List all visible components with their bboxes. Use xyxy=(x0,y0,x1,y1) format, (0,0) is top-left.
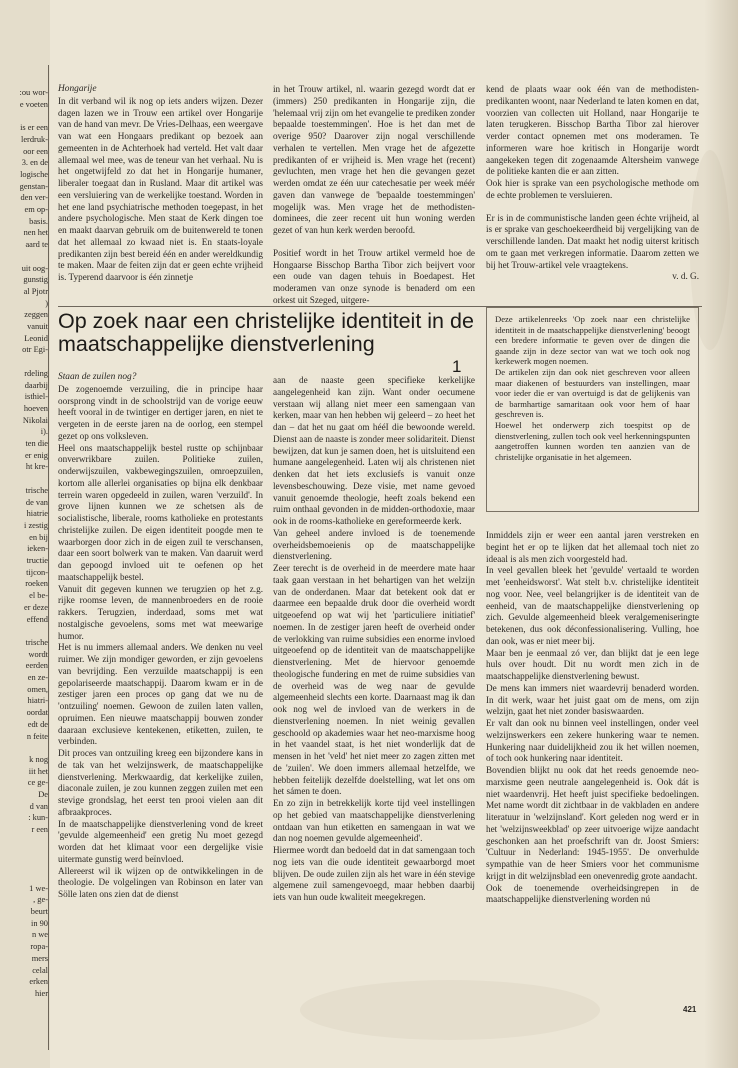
spine-text-fragment: is er een xyxy=(20,123,48,133)
box-paragraph: Deze artikelenreeks 'Op zoek naar een christelijke identiteit in de maatschappelijke dienstverlening' beoogt een bredere informatie te geven over de dingen die gaande zijn in deze sector van wat we toch ook nog kerkewerk mogen noemen. xyxy=(495,314,690,367)
spine-text-fragment: gunstig xyxy=(23,275,48,285)
spine-text-fragment: ) xyxy=(45,298,48,308)
main-article-col-3 xyxy=(486,530,699,906)
spine-text-fragment: hiatrie xyxy=(26,509,48,519)
paragraph: Van geheel andere invloed is de toenemende overheidsbemoeienis op de maatschappelijke dienstverlening. xyxy=(273,527,475,562)
spine-text-fragment: oor een xyxy=(23,146,48,156)
paragraph: kend de plaats waar ook één van de methodisten-predikanten woont, naar Nederland te laten komen en dat, voorzien van collecten uit Holland, naar Hongarije te laten terugkeren. Bisschop Bartha Tibor zal hierover verder contact opnemen met ons moderamen. Te informeren ware hoe kritisch in Hongarije wordt aangekeken tegen dit zogenaamde Altersheim vanwege de politieke kanten die er aan zitten. xyxy=(486,84,699,177)
paragraph: In de maatschappelijke dienstverlening vond de kreet 'gevulde algemeenheid' een gretig Nu moet gezegd worden dat het klimaat voor een dergelijke visie uitermate gunstig werd beïnvloed. xyxy=(58,818,263,864)
main-article-col-2 xyxy=(273,375,475,904)
spine-text-fragment: edt de xyxy=(27,719,48,729)
paragraph: En zo zijn in betrekkelijk korte tijd veel instellingen op het gebied van maatschappelijke dienstverlening ontdaan van hun etiketten en samengaan in wat we dan nog noemen gevulde algemeenheid'. xyxy=(273,798,475,844)
spine-text-fragment: tructie xyxy=(26,556,48,565)
previous-page-edge xyxy=(0,0,50,1068)
spine-text-fragment: ten die xyxy=(25,439,48,448)
paragraph: Ook de toenemende overheidsingrepen in de maatschappelijke dienstverlening worden nú xyxy=(486,882,699,905)
spine-text-fragment: er enig xyxy=(24,450,48,460)
spine-text-fragment: mers xyxy=(31,953,48,963)
spine-divider xyxy=(48,65,49,1050)
spine-text-fragment: hoeven xyxy=(23,403,48,413)
spine-text-fragment: oordat xyxy=(26,708,48,718)
paragraph: Allereerst wil ik wijzen op de ontwikkelingen in de theologie. De volgelingen van Robinson en later van Sölle laten ons zien dat de dienst xyxy=(58,865,263,899)
paragraph: Inmiddels zijn er weer een aantal jaren verstreken en begint het er op te lijken dat het allemaal toch niet zo ideaal is als men zich voorgesteld had. xyxy=(486,530,699,564)
paragraph: In veel gevallen bleek het 'gevulde' vertaald te worden met 'eenheidsworst'. Wat stelt b.v. christelijke identiteit nog voor. Nee, veel belangrijker is de identiteit van de eenheid, van de maatschappelijke dienstverlening op zich. Gevulde algemeenheid bleek veralgemeniseringte betekenen, dus ook déconfessionalisering. Vulling, hoe dan ook, was er niet meer bij. xyxy=(486,565,699,646)
spine-text-fragment: en ze- xyxy=(27,673,48,682)
paragraph: Bovendien blijkt nu ook dat het reeds genoemde neo-marxisme geen neutrale aangelegenheid is. Ook dát is niet waardenvrij. Het heeft juist specifieke bedoelingen. Met name wordt dit zichtbaar in de vakbladen en andere literatuur in 'welzijnsland'. Kort geleden nog werd er in het 'welzijnsweekblad' op zeer uitvoerige wijze aandacht geschonken aan het proefschrift van dr. Joost Smiers: 'Cultuur in Nederland: 1945-1955'. De onverhulde sympathie van de heer Smiers voor het communisme krijgt in dit welzijnsblad een onevenredig grote aandacht. xyxy=(486,765,699,881)
paragraph: Heel ons maatschappelijk bestel rustte op schijnbaar onverwrikbare zuilen. Politieke zuilen, onderwijszuilen, vakbewegingszuilen, omroepzuilen, kortom alle allerlei organisaties op bijna elk denkbaar terrein waren opgedeeld in zuilen, waren 'verzuild'. In grove lijnen kunnen we ze schetsen als de socialistische, liberale, rooms katholieke en protestants christelijke zuilen. De eigen identiteit poogde men te waarborgen door zich in de eigen zuil te verschansen, daar een soort bolwerk van te maken. Van daaruit werd dan gepoogd invloed uit te oefenen op het maatschappelijk bestel. xyxy=(58,442,263,582)
spine-text-fragment: r een xyxy=(31,825,48,835)
spine-text-fragment: otr Egi- xyxy=(22,345,48,355)
spine-text-fragment: ieken- xyxy=(27,544,48,554)
spine-text-fragment: em op- xyxy=(24,205,48,214)
spine-text-fragment: isthiel- xyxy=(24,392,48,402)
spine-text-fragment: 3. en de xyxy=(21,158,48,168)
author-signature: v. d. G. xyxy=(672,271,699,282)
box-paragraph: De artikelen zijn dan ook niet geschreven voor alleen maar diakenen of bestuurders van instellingen, maar voor ieder die er van overtuigd is dat de gelijkenis van de barmhartige samaritaan ook voor hem of haar geschreven is. xyxy=(495,366,690,420)
spine-text-fragment: 1 we- xyxy=(29,883,48,893)
spine-text-fragment: celal xyxy=(32,965,48,975)
article-headline: Op zoek naar een christelijke identiteit in de maatschappelijke dienstverlening xyxy=(58,309,474,356)
top-article-col-2 xyxy=(273,84,475,307)
paragraph: Positief wordt in het Trouw artikel vermeld hoe de Hongaarse Bisschop Bartha Tibor zich beijvert voor een oude van dagen tehuis in Boedapest. Het moderamen van onze synode is benaderd om een orkest uit Szeged, uitgere- xyxy=(273,247,475,305)
spine-text-fragment: effend xyxy=(26,614,48,624)
article-subtitle: Staan de zuilen nog? xyxy=(58,372,137,382)
spine-text-fragment: :ou wor- xyxy=(19,88,48,97)
spine-text-fragment: zeggen xyxy=(24,310,48,320)
spine-text-fragment: basis. xyxy=(29,216,48,226)
spine-text-fragment: rdeling xyxy=(24,368,48,378)
spine-text-fragment: n we xyxy=(31,930,48,940)
paragraph: in het Trouw artikel, nl. waarin gezegd wordt dat er (immers) 250 predikanten in Hongarije zijn, die 'helemaal vrij zijn om het evangelie te prediken zonder bepaalde toestemmingen'. Hoe is het dan met de overige 950? Daarover zijn nogal verschillende verhalen te vertellen. Men vrage het de afgezette predikanten of er vrijheid is. Men vrage het (recent) gevluchten, men vrage het hen die gevangen gezet werden omdat ze één uur catechesatie per week méér gaven dan vanwege de 'bepaalde toestemmingen' mogelijk was. Men vrage het de methodisten-dominees, die zeer recent uit hun woning werden gezet of van hun kerk werden beroofd. xyxy=(273,84,475,235)
paragraph: De zogenoemde verzuiling, die in principe haar oorsprong vindt in de schoolstrijd van de vorige eeuw heeft vooral in de twintiger en dertiger jaren, en niet te vergeten in de eerste jaren na de oorlog, een stempel gezet op ons volksleven. xyxy=(58,383,263,441)
paragraph: Zeer terecht is de overheid in de meerdere mate haar taak gaan verstaan in het behartigen van het welzijn van de onderdanen. Maar dat betekent ook dat er daarmee een bepaalde druk door die overheid wordt uitgeoefend op wat wij het 'particuliere initiatief' noemen. In de zestiger jaren heeft de overheid onder de verlokking van ruime subsidies een enorme invloed uitgeoefend op de identiteit van de maatschappelijke dienstverlening. Met de hiervoor genoemde theologische fundering en met de ruime subsidies van de overheid was de weg naar de gevulde algemeenheid slechts een korte. Daarnaast mag ik dan ook nog wel de invloed van de werkers in de dienstverlening noemen. In niet weinig gevallen geschoold op akademies waar het neo-marxisme hoog in het vaandel staat, is het niet wonderlijk dat de mensen in het 'veld' het niet meer zo zagen zitten met de 'zuilen'. We doen immers allemaal hetzelfde, we hebben feitelijk dezelfde doelstelling, wat let ons om het sámen te doen. xyxy=(273,563,475,797)
spine-text-fragment: i zestig xyxy=(24,520,48,530)
spine-text-fragment: d van xyxy=(29,801,48,811)
spine-text-fragment: : kun- xyxy=(28,813,48,823)
paragraph: De mens kan immers niet waardevrij benaderd worden. In dit werk, waar het juist gaat om de mens, om zijn welzijn, gaat het niet zonder basiswaarden. xyxy=(486,682,699,717)
spine-text-fragment: al Pjotr xyxy=(23,286,48,296)
spine-text-fragment: iit het xyxy=(28,766,48,776)
spine-text-fragment: i). xyxy=(40,427,48,437)
spine-text-fragment: Leonid xyxy=(24,333,48,343)
spine-text-fragment: aard te xyxy=(25,240,48,250)
spine-text-fragment: De xyxy=(38,790,48,799)
paragraph: Er valt dan ook nu binnen veel instellingen, onder veel welzijnswerkers een zekere hunkering waar te nemen. Hunkering naar duidelijkheid zou ik het willen noemen, of toch ook hunkering naar identiteit. xyxy=(486,718,699,764)
spine-text-fragment: eerden xyxy=(25,661,48,671)
page-number: 421 xyxy=(683,1005,697,1014)
spine-text-fragment: roeken xyxy=(25,579,48,589)
spine-text-fragment: erken xyxy=(29,977,48,987)
spine-text-fragment: beurt xyxy=(30,907,48,916)
box-paragraph: Hoewel het onderwerp zich toespitst op de dienstverlening, zullen toch ook veel herkenningspunten aangetroffen kunnen worden ten aanzien van de christelijke organisatie in het algemeen. xyxy=(495,419,690,462)
spine-text-fragment: en bij xyxy=(29,532,48,542)
spine-text-fragment: e voeten xyxy=(19,99,48,109)
paragraph: Maar ben je eenmaal zó ver, dan blijkt dat je een lege huls over houdt. Dit nu wordt men zich in de maatschappelijke dienstverlening bewust. xyxy=(486,647,699,681)
spine-text-fragment: ropa- xyxy=(30,942,48,952)
paragraph: Vanuit dit gegeven kunnen we terugzien op het z.g. rijke roomse leven, de mannenbroeders en de rooie rakkers. Terugzien, inderdaad, soms met wat nostalgische gevoelens, soms met wat meewarige humor. xyxy=(58,583,263,641)
spine-text-fragment: den ver- xyxy=(20,193,48,203)
spine-text-fragment: el be- xyxy=(29,591,48,601)
spine-text-fragment: lerdruk- xyxy=(21,134,48,144)
paragraph: Er is in de communistische landen geen échte vrijheid, al is er sprake van geschoekeerdheid bij vergelijking van de verschillende landen. Dat maakt het nodig uiterst kritisch om te gaan met verkregen informatie. Daarom zetten we bij het Trouw-artikel vele vraagtekens. xyxy=(486,212,699,270)
spine-text-fragment: n feite xyxy=(26,731,48,741)
spine-text-fragment: Nikolai xyxy=(22,415,48,425)
spine-text-fragment: uit oog- xyxy=(21,263,48,273)
paper-stain xyxy=(300,980,600,1040)
main-article-col-1 xyxy=(58,372,263,901)
spine-text-fragment: logische xyxy=(20,169,48,179)
spine-text-fragment: wordt xyxy=(28,649,48,659)
top-article-col-3 xyxy=(486,84,699,283)
spine-text-fragment: er deze xyxy=(24,602,48,612)
spine-text-fragment: daarbij xyxy=(24,380,48,390)
spine-text-fragment: trische xyxy=(25,485,48,495)
paper-stain xyxy=(690,150,730,350)
paragraph: Het is nu immers allemaal anders. We denken nu veel ruimer. We zijn mondiger geworden, er zijn gevoelens van bevrijding. Een verzuilde maatschappij is een gepolariseerde maatschappij. Daarom kwam er in de zestiger jaren een proces op gang dat we nu de 'ontzuiling' noemen. Gewoon de zuilen laten vallen, opruimen. Een nieuwe maatschappij bouwen zonder daaraan exclusieve kentekenen, etiketten, zuilen, te verbinden. xyxy=(58,642,263,747)
spine-text-fragment: hier xyxy=(34,988,48,998)
spine-text-fragment: ht kre- xyxy=(25,462,48,472)
series-part-number: 1 xyxy=(452,357,462,376)
paragraph: Ook hier is sprake van een psychologische methode om de echte problemen te versluieren. xyxy=(486,178,699,200)
paragraph: Hiermee wordt dan bedoeld dat in dat samengaan toch nog iets van die oude identiteit gewaarborgd moet blijven. De oude zuilen zijn als het ware in één stevige algemene zuil samengevoegd, maar hebben daarbij iets van hun oude kwaliteit meegekregen. xyxy=(273,845,475,902)
paragraph: In dit verband wil ik nog op iets anders wijzen. Dezer dagen lazen we in Trouw een artikel over Hongarije van de hand van mevr. De Vries-Delhaas, een weergave van wat een Hongaars predikant op bezoek aan gemeenten in de Achterhoek had verteld. Het valt daar allemaal wel mee, was de teneur van het verhaal. Nu is het ongetwijfeld zo dat het in Hongarije humaner, liberaler toegaat dan in Rusland. Maar dit artikel was een versluiering van de werkelijke toestand. Worden in het ene land psychiatrische methoden toegepast, in het andere psychologische. Men staat de Kerk dingen toe en maakt daarvan gebruik om de buitenwereld te tonen dat het allemaal zo kwaad niet is. En staats-loyale predikanten zijn best bereid één en ander wereldkundig te maken. Maar de feiten zijn dat er geen echte vrijheid is. Typerend daarvoor is één zinnetje xyxy=(58,95,263,282)
spine-text-fragment: ce ge- xyxy=(27,778,48,788)
paragraph: aan de naaste geen specifieke kerkelijke aangelegenheid kan zijn. Want onder oecumene verstaan wij allang niet meer een samengaan van kerken, maar van hen hebben wij geleerd – zo heet het dan – dat het nu gaat om hééI die bewoonde wereld. Dienst aan de naaste is zonder meer solidariteit. Dienst bewijzen, dat kun je samen doen, het is uitsluitend een humane aangelegenheid. Laten wij als christenen niet denken dat het iets exclusiefs is vanuit onze levensbeschouwing. Deze visie, met name gevoed vanuit genoemde theologie, heeft zoals bekend een ruim onthaal gevonden in de midden-orthodoxie, maar ook in de rooms-katholieke en gereformeerde kerk. xyxy=(273,375,475,526)
spine-text-fragment: vanuit xyxy=(27,322,48,331)
spine-text-fragment: k nog xyxy=(29,754,48,764)
spine-text-fragment: tijcon- xyxy=(26,567,48,577)
spine-text-fragment: hiatri- xyxy=(27,696,48,706)
spine-text-fragment: omen, xyxy=(27,684,48,694)
spine-text-fragment: trische xyxy=(25,637,48,647)
spine-text-fragment: de van xyxy=(25,497,48,507)
spine-text-fragment: nen het xyxy=(23,228,48,238)
spine-text-fragment: , ge- xyxy=(33,895,48,905)
top-article-col-1 xyxy=(58,84,263,284)
paragraph: Dit proces van ontzuiling kreeg een bijzondere kans in de tak van het welzijnswerk, de maatschappelijke dienstverlening. Merkwaardig, dat kerkelijke zuilen, diaconale zuilen, je zou kunnen zeggen zuilen met een stevige grondslag, het eerst ten prooi vielen aan dit afbraakproces. xyxy=(58,748,263,817)
section-kicker: Hongarije xyxy=(58,84,97,94)
spine-text-fragment: in 90 xyxy=(31,918,48,928)
series-intro-box xyxy=(486,307,699,512)
spine-text-fragment: genstan- xyxy=(19,181,48,191)
